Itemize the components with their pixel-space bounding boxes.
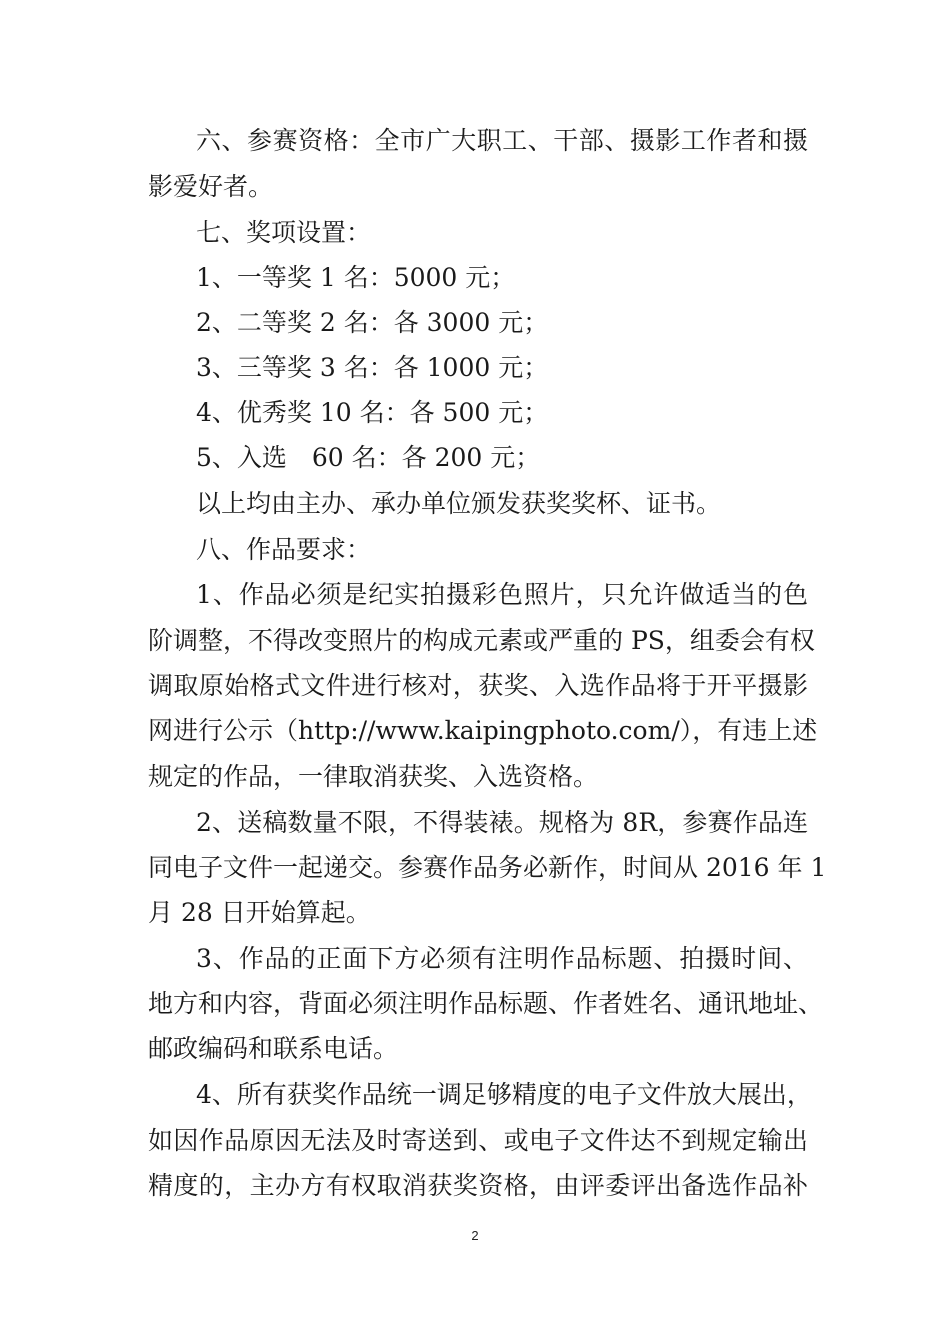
section-7-heading: 七、奖项设置： — [196, 218, 372, 247]
requirement-4-line-2: 如因作品原因无法及时寄送到、或电子文件达不到规定输出 — [148, 1126, 808, 1155]
prize-item-4: 4、优秀奖 10 名：各 500 元； — [196, 398, 549, 427]
requirement-1-line-3: 调取原始格式文件进行核对，获奖、入选作品将于开平摄影 — [148, 671, 808, 700]
requirement-3-line-3: 邮政编码和联系电话。 — [148, 1034, 399, 1063]
requirement-3-line-2: 地方和内容，背面必须注明作品标题、作者姓名、通讯地址、 — [148, 989, 824, 1018]
prize-item-3: 3、三等奖 3 名：各 1000 元； — [196, 353, 549, 382]
requirement-3-line-1: 3、作品的正面下方必须有注明作品标题、拍摄时间、 — [196, 944, 808, 973]
prize-item-2: 2、二等奖 2 名：各 3000 元； — [196, 308, 549, 337]
requirement-4-line-3: 精度的，主办方有权取消获奖资格，由评委评出备选作品补 — [148, 1171, 808, 1200]
page-number: 2 — [471, 1228, 479, 1243]
requirement-2-line-1: 2、送稿数量不限，不得装裱。规格为 8R，参赛作品连 — [196, 808, 808, 837]
section-8-heading: 八、作品要求： — [196, 535, 372, 564]
section-6-text-line-2: 影爱好者。 — [148, 172, 274, 201]
prize-note: 以上均由主办、承办单位颁发获奖奖杯、证书。 — [196, 489, 722, 518]
requirement-1-line-2: 阶调整，不得改变照片的构成元素或严重的 PS，组委会有权 — [148, 626, 815, 655]
section-6-text-line-1: 六、参赛资格：全市广大职工、干部、摄影工作者和摄 — [196, 126, 808, 155]
requirement-1-line-4: 网进行公示（http://www.kaipingphoto.com/），有违上述 — [148, 716, 818, 745]
requirement-1-line-5: 规定的作品，一律取消获奖、入选资格。 — [148, 762, 599, 791]
prize-item-1: 1、一等奖 1 名：5000 元； — [196, 263, 516, 292]
requirement-2-line-2: 同电子文件一起递交。参赛作品务必新作，时间从 2016 年 1 — [148, 853, 827, 882]
requirement-1-line-1: 1、作品必须是纪实拍摄彩色照片，只允许做适当的色 — [196, 580, 808, 609]
prize-item-5: 5、入选 60 名：各 200 元； — [196, 443, 541, 472]
requirement-4-line-1: 4、所有获奖作品统一调足够精度的电子文件放大展出， — [196, 1080, 812, 1109]
requirement-2-line-3: 月 28 日开始算起。 — [148, 898, 371, 927]
